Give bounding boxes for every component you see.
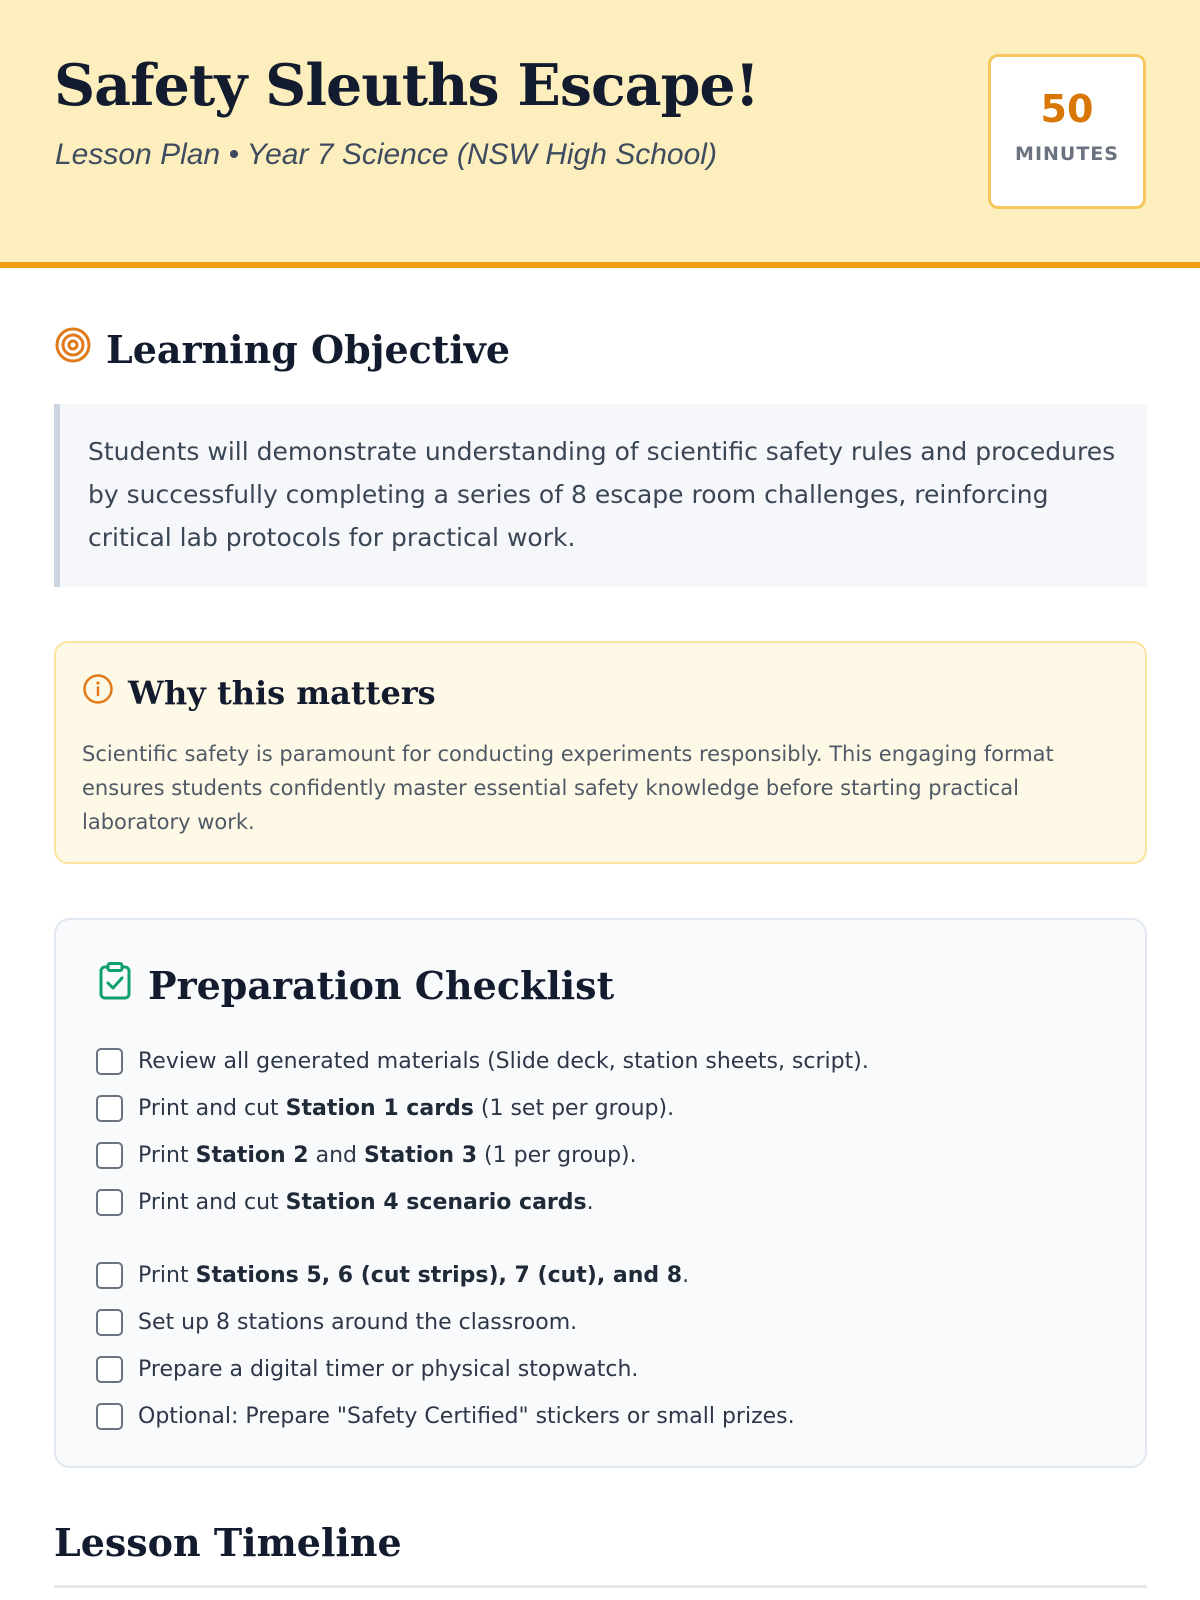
checkbox[interactable] — [96, 1356, 123, 1383]
checklist-item-label — [138, 1357, 638, 1382]
duration-value: 50 — [1040, 87, 1094, 131]
checklist — [96, 1038, 869, 1440]
preparation-checklist — [54, 918, 1147, 1468]
why-callout — [54, 641, 1147, 864]
checklist-item — [96, 1085, 869, 1132]
text-run: Print and cut — [138, 1190, 286, 1215]
page-subtitle: Lesson Plan • Year 7 Science (NSW High School) — [55, 138, 717, 171]
timeline-heading: Lesson Timeline — [54, 1520, 402, 1565]
objective-heading — [54, 326, 510, 373]
info-circle-icon — [82, 673, 114, 713]
text-run: . — [586, 1190, 594, 1215]
checklist-item — [96, 1132, 869, 1179]
checklist-item-label — [138, 1310, 577, 1335]
bold-text: Stations 5, 6 (cut strips), 7 (cut), and 8 — [195, 1263, 683, 1288]
text-run: (1 set per group). — [473, 1096, 675, 1121]
text-run: Set up 8 stations around the classroom. — [138, 1310, 578, 1335]
page-title: Safety Sleuths Escape! — [54, 52, 759, 119]
text-run: (1 per group). — [477, 1143, 637, 1168]
checklist-item-label — [138, 1096, 674, 1121]
checklist-item-label — [138, 1263, 689, 1288]
why-heading — [82, 673, 436, 713]
bold-text: Station 2 — [195, 1143, 309, 1168]
checklist-item-label — [138, 1190, 594, 1215]
duration-unit: MINUTES — [1015, 143, 1119, 165]
clipboard-check-icon — [98, 962, 132, 1009]
duration-badge — [988, 54, 1146, 209]
prep-heading — [98, 962, 614, 1009]
checklist-item-label — [138, 1404, 795, 1429]
checklist-item — [96, 1179, 869, 1226]
checklist-item — [96, 1299, 869, 1346]
text-run: Print — [138, 1263, 196, 1288]
why-heading-label: Why this matters — [128, 674, 436, 712]
text-run: Review all generated materials (Slide deck, station sheets, script). — [138, 1049, 869, 1074]
why-text: Scientific safety is paramount for conducting experiments responsibly. This engaging format ensures students confidently master essential safety knowledge before starting practical laboratory work. — [82, 742, 1054, 834]
text-run: Print — [138, 1143, 196, 1168]
prep-heading-label: Preparation Checklist — [148, 963, 615, 1008]
lesson-header — [0, 0, 1200, 268]
checklist-item — [96, 1393, 869, 1440]
checklist-item-label — [138, 1049, 869, 1074]
bold-text: Station 4 scenario cards — [285, 1190, 587, 1215]
text-run: . — [682, 1263, 690, 1288]
bold-text: Station 1 cards — [285, 1096, 474, 1121]
bold-text: Station 3 — [364, 1143, 478, 1168]
target-icon — [54, 326, 92, 373]
checkbox[interactable] — [96, 1189, 123, 1216]
checklist-item — [96, 1346, 869, 1393]
text-run: Optional: Prepare "Safety Certified" stickers or small prizes. — [138, 1404, 795, 1429]
checklist-item-label — [138, 1143, 637, 1168]
objective-text: Students will demonstrate understanding of scientific safety rules and procedures by successfully completing a series of 8 escape room challenges, reinforcing critical lab protocols for practical work. — [54, 404, 1147, 587]
checkbox[interactable] — [96, 1142, 123, 1169]
checklist-item — [96, 1038, 869, 1085]
checkbox[interactable] — [96, 1095, 123, 1122]
checkbox[interactable] — [96, 1048, 123, 1075]
checkbox[interactable] — [96, 1262, 123, 1289]
text-run: and — [308, 1143, 365, 1168]
checklist-item — [96, 1252, 869, 1299]
text-run: Prepare a digital timer or physical stopwatch. — [138, 1357, 639, 1382]
text-run: Print and cut — [138, 1096, 286, 1121]
timeline-divider — [54, 1585, 1147, 1588]
objective-heading-label: Learning Objective — [106, 327, 511, 372]
checkbox[interactable] — [96, 1403, 123, 1430]
checkbox[interactable] — [96, 1309, 123, 1336]
